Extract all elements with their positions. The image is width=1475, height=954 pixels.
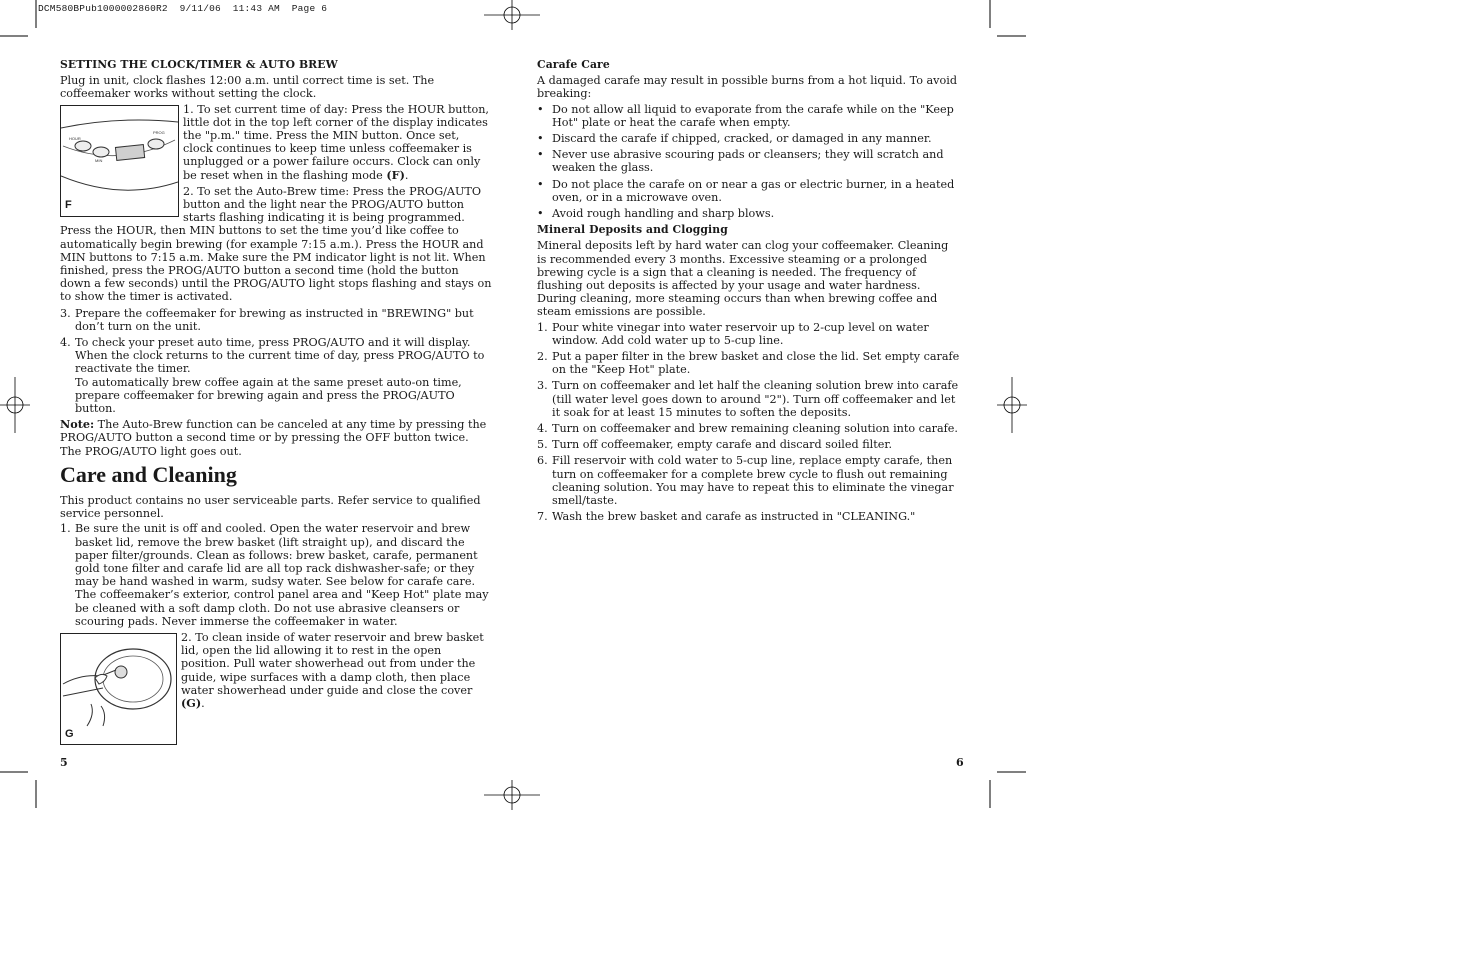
care-cleaning-heading: Care and Cleaning bbox=[60, 461, 237, 487]
care-step-1-number: 1. bbox=[60, 522, 71, 536]
mineral-deposits-heading: Mineral Deposits and Clogging bbox=[537, 223, 728, 237]
carafe-bullet-text: Do not place the carafe on or near a gas or electric burner, in a heated oven, or in a microwave oven. bbox=[552, 177, 955, 204]
mineral-step-text: Fill reservoir with cold water to 5-cup line, replace empty carafe, then turn on coffeemaker for a complete brew cycle to flush out remaining cleaning solution. You may have to repeat this to eliminate the vinegar smell/taste. bbox=[552, 454, 954, 508]
clock-step-1-number: 1. bbox=[183, 102, 194, 116]
clock-step-2 bbox=[60, 185, 492, 304]
care-steps-list bbox=[60, 522, 492, 628]
clock-intro-paragraph: Plug in unit, clock flashes 12:00 a.m. until correct time is set. The coffeemaker works without setting the clock. bbox=[60, 74, 435, 101]
figure-g-reference: (G) bbox=[181, 695, 202, 710]
carafe-bullet-item bbox=[537, 132, 961, 145]
carafe-bullet-list bbox=[537, 103, 961, 221]
left-page-column bbox=[60, 58, 492, 747]
mineral-intro-paragraph: Mineral deposits left by hard water can clog your coffeemaker. Cleaning is recommended every 3 months. Excessive steaming or a prolonged brewing cycle is a sign that a cleaning is needed. The frequency of flushing out deposits is affected by your usage and water hardness. During cleaning, more steaming occurs than when brewing coffee and steam emissions are possible. bbox=[537, 239, 949, 319]
figure-f-label: F bbox=[65, 199, 72, 212]
clock-step-4-extra: To automatically brew coffee again at the same preset auto-on time, prepare coffeemaker for brewing again and press the PROG/AUTO button. bbox=[75, 375, 462, 416]
carafe-bullet-text: Do not allow all liquid to evaporate from the carafe while on the "Keep Hot" plate or heat the carafe when empty. bbox=[552, 102, 954, 129]
bullet-icon: • bbox=[537, 207, 544, 221]
mineral-step-number: 1. bbox=[537, 320, 548, 334]
carafe-intro-paragraph: A damaged carafe may result in possible burns from a hot liquid. To avoid breaking: bbox=[537, 74, 957, 101]
clock-step-4-text: To check your preset auto time, press PROG/AUTO and it will display. When the clock returns to the current time of day, press PROG/AUTO to reactivate the timer. bbox=[75, 336, 485, 376]
clock-timer-heading: SETTING THE CLOCK/TIMER & AUTO BREW bbox=[60, 58, 338, 71]
care-step-1-text: Be sure the unit is off and cooled. Open the water reservoir and brew basket lid, remove the brew basket (lift straight up), and discard the paper filter/grounds. Clean as follows: brew basket, carafe, permanent gold tone filter and carafe lid are all top rack dishwasher-safe; or they may be hand washed in warm, sudsy water. See below for carafe care. The coffeemaker’s exterior, control panel area and "Keep Hot" plate may be cleaned with a soft damp cloth. Do not use abrasive cleansers or scouring pads. Never immerse the coffeemaker in water. bbox=[75, 522, 489, 628]
carafe-bullet-item bbox=[537, 148, 961, 174]
clock-step-2-text: To set the Auto-Brew time: Press the PROG/AUTO button and the light near the PROG/AUTO button starts flashing indicating it is being programmed. Press the HOUR, then MIN buttons to set the time you’d like coffee to automatically begin brewing (for example 7:15 a.m.). Press the HOUR and MIN buttons to 7:15 a.m. Make sure the PM indicator light is not lit. When finished, press the PROG/AUTO button a second time (hold the button down a few seconds) until the PROG/AUTO light stops flashing and stays on to show the timer is activated. bbox=[60, 184, 492, 304]
svg-text:HOUR: HOUR bbox=[69, 135, 81, 141]
right-page-column bbox=[537, 58, 961, 527]
mineral-step-text: Turn on coffeemaker and let half the cleaning solution brew into carafe (till water level goes down to around "2"). Turn off coffeemaker and let it soak for at least 15 minutes to soften the deposits. bbox=[552, 379, 959, 419]
svg-text:PROG: PROG bbox=[153, 129, 165, 135]
mineral-step-number: 6. bbox=[537, 454, 548, 468]
carafe-care-heading: Carafe Care bbox=[537, 58, 610, 71]
care-step-2-number: 2. bbox=[181, 630, 192, 644]
bullet-icon: • bbox=[537, 177, 544, 191]
mineral-step-text: Turn on coffeemaker and brew remaining cleaning solution into carafe. bbox=[552, 422, 958, 436]
carafe-bullet-item bbox=[537, 207, 961, 220]
mineral-step-text: Wash the brew basket and carafe as instructed in "CLEANING." bbox=[552, 510, 916, 524]
clock-step-3-number: 3. bbox=[60, 306, 71, 320]
bullet-icon: • bbox=[537, 132, 544, 146]
mineral-step-text: Turn off coffeemaker, empty carafe and discard soiled filter. bbox=[552, 438, 893, 452]
mineral-step bbox=[537, 321, 961, 347]
clock-step-1: 1. To set current time of day: Press the HOUR button, little dot in the top left corner of the display indicates the "p.m." time. Press the MIN button. Once set, clock continues to keep time unless coffeemaker is unplugged or a power failure occurs. Clock can only be reset when in the flashing mode (F). bbox=[183, 102, 489, 182]
note-label: Note: bbox=[60, 417, 95, 432]
carafe-bullet-text: Avoid rough handling and sharp blows. bbox=[552, 207, 775, 221]
bullet-icon: • bbox=[537, 102, 544, 116]
auto-brew-note bbox=[60, 418, 492, 458]
care-step-2-text: To clean inside of water reservoir and brew basket lid, open the lid allowing it to rest in the open position. Pull water showerhead out from under the guide, wipe surfaces with a damp cloth, then place water showerhead under guide and close the cover bbox=[181, 630, 484, 697]
carafe-bullet-text: Discard the carafe if chipped, cracked, or damaged in any manner. bbox=[552, 132, 932, 146]
svg-text:MIN: MIN bbox=[95, 157, 103, 163]
print-slug: DCM580BPub1000002860R2 9/11/06 11:43 AM Page 6 bbox=[38, 3, 328, 14]
mineral-step bbox=[537, 422, 961, 435]
mineral-step-number: 3. bbox=[537, 379, 548, 393]
page-number-right: 6 bbox=[956, 756, 964, 769]
mineral-step-number: 4. bbox=[537, 422, 548, 436]
carafe-bullet-text: Never use abrasive scouring pads or cleansers; they will scratch and weaken the glass. bbox=[552, 148, 944, 175]
mineral-steps-list bbox=[537, 321, 961, 524]
mineral-step bbox=[537, 350, 961, 376]
clock-step-4 bbox=[60, 336, 492, 415]
clock-step-1-text: To set current time of day: Press the HOUR button, little dot in the top left corner of the display indicates the "p.m." time. Press the MIN button. Once set, clock continues to keep time unless coffeemaker is unplugged or a power failure occurs. Clock can only be reset when in the flashing mode bbox=[183, 102, 489, 182]
mineral-step-number: 5. bbox=[537, 438, 548, 452]
clock-step-2-number: 2. bbox=[183, 184, 194, 198]
mineral-step bbox=[537, 438, 961, 451]
mineral-step-number: 2. bbox=[537, 350, 548, 364]
mineral-step-text: Put a paper filter in the brew basket and close the lid. Set empty carafe on the "Keep Hot" plate. bbox=[552, 350, 960, 377]
figure-g-label: G bbox=[65, 727, 74, 740]
carafe-bullet-item bbox=[537, 103, 961, 129]
note-text: The Auto-Brew function can be canceled at any time by pressing the PROG/AUTO button a second time or by pressing the OFF button twice. bbox=[60, 418, 487, 445]
care-steps-list-continued bbox=[60, 631, 492, 710]
carafe-bullet-item bbox=[537, 178, 961, 204]
note-after-text: The PROG/AUTO light goes out. bbox=[60, 444, 242, 458]
clock-step-4-number: 4. bbox=[60, 336, 71, 350]
mineral-step bbox=[537, 454, 961, 507]
bullet-icon: • bbox=[537, 148, 544, 162]
figure-f-reference: (F) bbox=[386, 167, 405, 182]
clock-step-3 bbox=[60, 307, 492, 333]
mineral-step bbox=[537, 379, 961, 419]
care-intro-paragraph: This product contains no user serviceable parts. Refer service to qualified service personnel. bbox=[60, 493, 481, 521]
mineral-step-text: Pour white vinegar into water reservoir up to 2-cup level on water window. Add cold water up to 5-cup line. bbox=[552, 320, 929, 347]
care-step-2: 2. To clean inside of water reservoir and brew basket lid, open the lid allowing it to rest in the open position. Pull water showerhead out from under the guide, wipe surfaces with a damp cloth, then place water showerhead under guide and close the cover (G). bbox=[181, 630, 484, 710]
care-step-1 bbox=[60, 522, 492, 628]
page-number-left: 5 bbox=[60, 756, 68, 769]
mineral-step bbox=[537, 510, 961, 523]
clock-step-3-text: Prepare the coffeemaker for brewing as instructed in "BREWING" but don’t turn on the unit. bbox=[75, 306, 474, 333]
mineral-step-number: 7. bbox=[537, 510, 548, 524]
